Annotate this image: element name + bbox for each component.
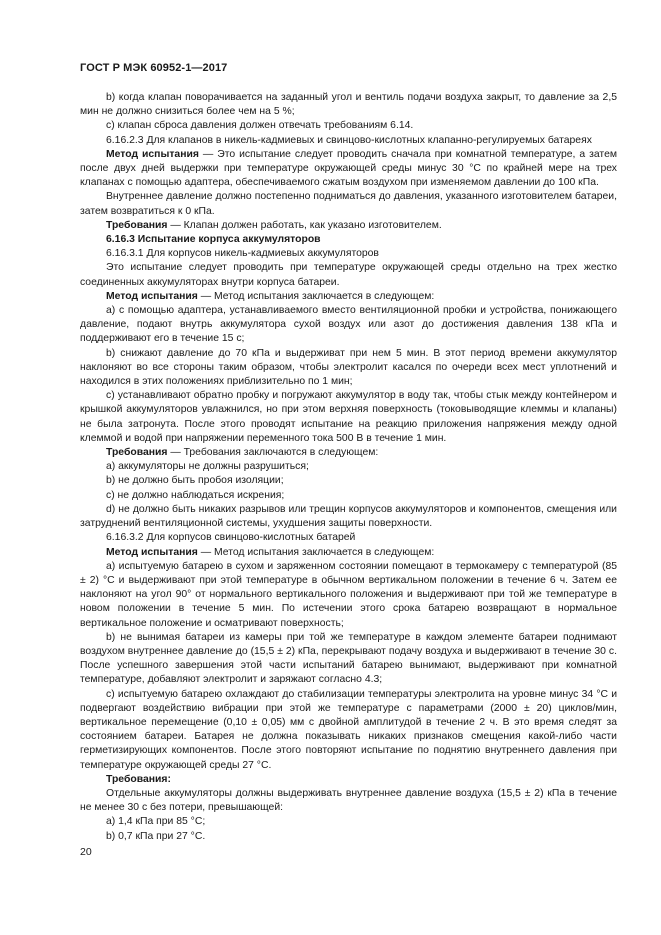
paragraph: Требования — Клапан должен работать, как указано изготовителем.: [106, 219, 442, 231]
paragraph: 6.16.3.2 Для корпусов свинцово-кислотных батарей: [106, 532, 356, 544]
list-item: c) испытуемую батарею охлаждают до стабилизации температуры электролита на уровне минус 34 °C и подвергают воздействию вибрации при этой же температуре с параметрами (2000 ± 20) циклов/мин, вертикальное перемещение (0,10 ± 0,05) мм с двойной амплитудой в течение 2 ч. В это время следят за состоянием батареи. Батарея не должна показывать никаких признаков смещения какой-либо части герметизирующих компонентов. После этого повторяют испытание по поднятию внутреннего давления при температуре окружающей среды 27 °C.: [80, 688, 617, 771]
list-item: a) испытуемую батарею в сухом и заряженном состоянии помещают в термокамеру с температурой (85 ± 2) °C и выдерживают при этой температуре в обычном вертикальном положении в течение 6 ч. Затем ее наклоняют на угол 90° от нормального вертикального положения и выдерживают при той же температуре в новом положении в течение 5 мин. По истечении этого срока батарею возвращают в нормальное вертикальное положение и осматривают поверхность;: [80, 560, 617, 629]
paragraph: a) с помощью адаптера, устанавливаемого вместо вентиляционной пробки и устройства, понижающего давление, подают внутрь аккумулятора сухой воздух или азот до достижения давления 138 кПа и поддерживают его в течение 15 с;: [80, 305, 617, 345]
list-item: b) 0,7 кПа при 27 °C.: [106, 830, 206, 842]
list-item: b) не вынимая батареи из камеры при той же температуре в каждом элементе батареи поднимают воздухом внутреннее давление до (15,5 ± 2) кПа, перекрывают подачу воздуха и выдерживают в течение 30 с. После успешного завершения этой части испытаний батарею вынимают, выдерживают при комнатной температуре, добавляют электролит и заряжают согласно 4.3;: [80, 631, 617, 686]
paragraph: Это испытание следует проводить при температуре окружающей среды отдельно на трех жестко соединенных аккумуляторах внутри корпуса батареи.: [80, 262, 617, 288]
list-item: b) не должно быть пробоя изоляции;: [106, 475, 284, 487]
paragraph: b) когда клапан поворачивается на заданный угол и вентиль подачи воздуха закрыт, то давление за 2,5 мин не должно снизиться более чем на 5 %;: [80, 92, 617, 118]
paragraph: b) снижают давление до 70 кПа и выдерживат при нем 5 мин. В этот период времени аккумулятор наклоняют во все стороны таким образом, чтобы электролит касался по очереди всех мест уплотнений и находился в этих положениях приблизительно по 1 мин;: [80, 347, 617, 388]
page-number: 20: [80, 846, 92, 858]
paragraph: 6.16.2.3 Для клапанов в никель-кадмиевых и свинцово-кислотных клапанно-регулируемых батареях: [106, 134, 592, 146]
paragraph: 6.16.3.1 Для корпусов никель-кадмиевых аккумуляторов: [106, 248, 379, 260]
bold-lead: Метод испытания: [106, 148, 199, 160]
paragraph: Внутреннее давление должно постепенно подниматься до давления, указанного изготовителем батареи, затем возвратиться к 0 кПа.: [80, 191, 617, 217]
list-item: a) аккумуляторы не должны разрушиться;: [106, 461, 309, 473]
paragraph: Метод испытания — Это испытание следует проводить сначала при комнатной температуре, а затем после двух дней выдержки при температуре окружающей среды минус 30 °C по крайней мере на трех клапанах с помощью адаптера, обеспечиваемого сжатым воздухом при изменяемом давлении до 100 кПа.: [80, 148, 617, 189]
list-item: a) 1,4 кПа при 85 °C;: [106, 816, 206, 828]
paragraph: Метод испытания — Метод испытания заключается в следующем:: [106, 546, 435, 558]
paragraph: Метод испытания — Метод испытания заключается в следующем:: [106, 290, 435, 302]
list-item: d) не должно быть никаких разрывов или трещин корпусов аккумуляторов и компонентов, смещения или затруднений вентиляционной системы, ухудшения защиты поверхности.: [80, 503, 617, 530]
section-heading: 6.16.3 Испытание корпуса аккумуляторов: [106, 234, 321, 246]
paragraph: c) клапан сброса давления должен отвечать требованиям 6.14.: [106, 120, 414, 132]
paragraph: Отдельные аккумуляторы должны выдерживать внутреннее давление воздуха (15,5 ± 2) кПа в течение не менее 30 с без потери, превышающей:: [80, 787, 617, 814]
bold-lead: Метод испытания: [106, 290, 198, 302]
bold-lead: Метод испытания: [106, 546, 198, 558]
bold-lead: Требования: [106, 219, 168, 231]
paragraph: c) устанавливают обратно пробку и погружают аккумулятор в воду так, чтобы стык между контейнером и крышкой аккумуляторов увлажнился, но при этом верхняя поверхность (токовыводящие клеммы и клапаны) не была затронута. После этого проводят испытание на реакцию приложения напряжения между одной клеммой и водой при напряжении переменного тока 500 В в течение 1 мин.: [80, 390, 617, 444]
bold-lead: Требования: [106, 447, 168, 459]
paragraph: Требования — Требования заключаются в следующем:: [106, 447, 379, 459]
document-body: [80, 91, 617, 844]
bold-lead: Требования:: [106, 773, 171, 785]
paragraph: [80, 773, 617, 787]
list-item: c) не должно наблюдаться искрения;: [106, 489, 285, 501]
document-header: ГОСТ Р МЭК 60952-1—2017: [80, 62, 228, 74]
